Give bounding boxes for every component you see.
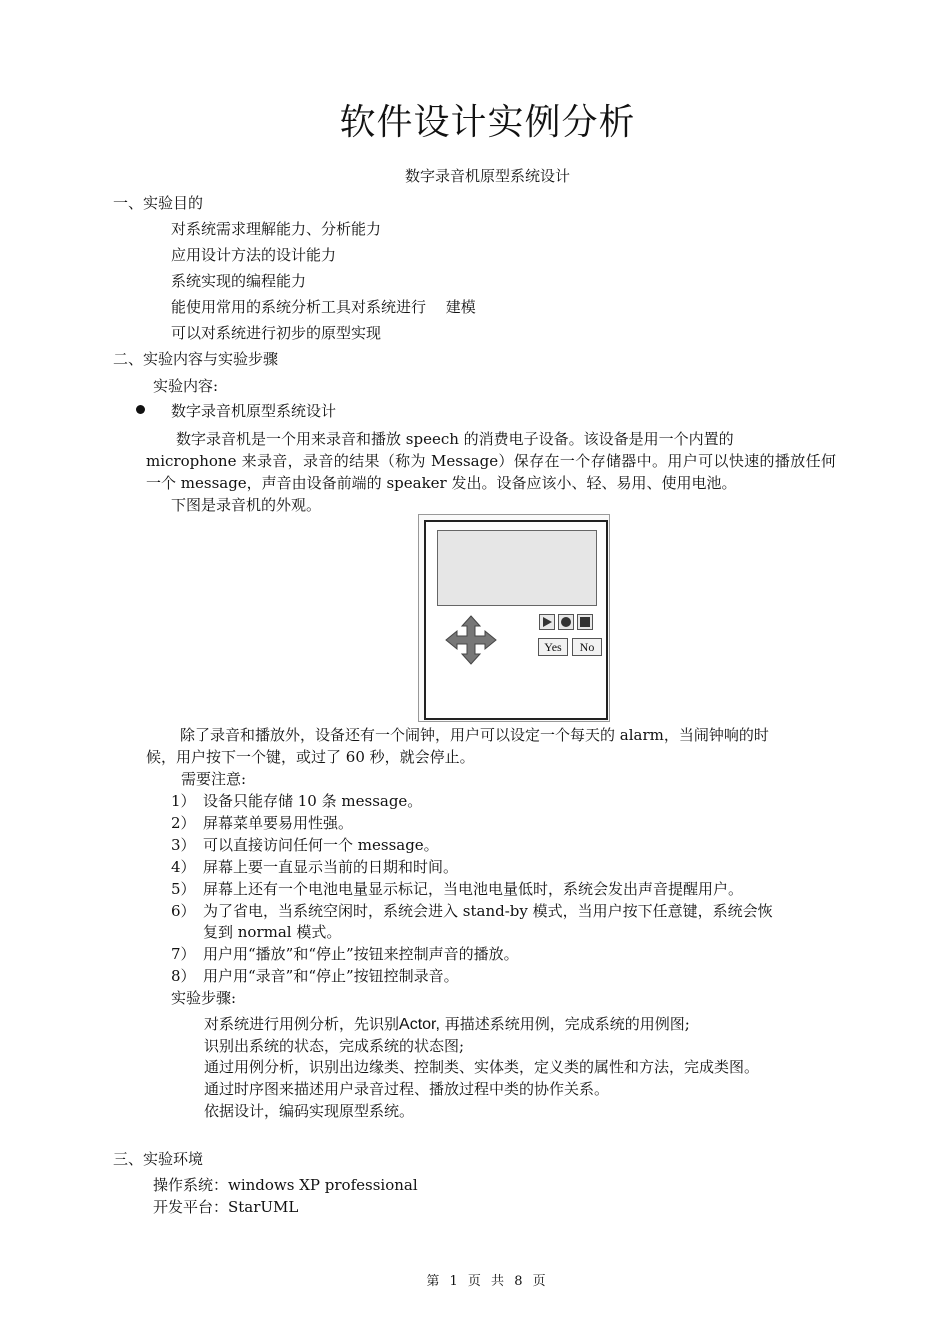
env-platform: 开发平台：StarUML	[153, 1198, 299, 1216]
note-item-continued: 复到 normal 模式。	[203, 923, 342, 941]
notes-label: 需要注意:	[181, 770, 247, 788]
recorder-figure	[416, 512, 614, 724]
stop-button[interactable]	[577, 614, 593, 630]
play-icon	[540, 615, 554, 629]
note-item: 4） 屏幕上要一直显示当前的日期和时间。	[171, 858, 459, 876]
no-button[interactable]: No	[572, 638, 602, 656]
content-label: 实验内容:	[153, 377, 219, 395]
yes-button[interactable]: Yes	[538, 638, 568, 656]
bullet-icon	[136, 405, 145, 414]
figure-caption: 下图是录音机的外观。	[171, 496, 322, 514]
note-item: 8） 用户用“录音”和“停止”按钮控制录音。	[171, 967, 459, 985]
step-item: 通过时序图来描述用户录音过程、播放过程中类的协作关系。	[204, 1080, 610, 1098]
intro-line1: 数字录音机是一个用来录音和播放 speech 的消费电子设备。该设备是用一个内置的	[176, 430, 734, 448]
alarm-rest: 候，用户按下一个键，或过了 60 秒，就会停止。	[146, 748, 475, 766]
env-os: 操作系统：windows XP professional	[153, 1176, 418, 1194]
page-footer: 第 1 页 共 8 页	[426, 1274, 549, 1289]
intro-paragraph	[146, 428, 836, 494]
note-item: 2） 屏幕菜单要易用性强。	[171, 814, 354, 832]
note-item: 7） 用户用“播放”和“停止”按钮来控制声音的播放。	[171, 945, 519, 963]
note-item: 6） 为了省电，当系统空闲时，系统会进入 stand-by 模式，当用户按下任意键，系统会恢	[171, 902, 773, 920]
goal-item: 系统实现的编程能力	[171, 272, 307, 290]
step-item: 识别出系统的状态，完成系统的状态图;	[204, 1037, 465, 1055]
goal-item: 对系统需求理解能力、分析能力	[171, 220, 382, 238]
record-icon	[559, 615, 573, 629]
note-item: 1） 设备只能存储 10 条 message。	[171, 792, 423, 810]
section3-heading: 三、实验环境	[113, 1150, 204, 1168]
step-item: 通过用例分析，识别出边缘类、控制类、实体类，定义类的属性和方法，完成类图。	[204, 1058, 760, 1076]
intro-rest: microphone 来录音，录音的结果（称为 Message）保存在一个存储器中。用户可以快速的播放任何一个 message，声音由设备前端的 speaker 发出。设备应该小、轻、易用、使用电池。	[146, 452, 836, 492]
figure-border	[418, 514, 610, 722]
page-subtitle: 数字录音机原型系统设计	[404, 167, 570, 185]
page-title: 软件设计实例分析	[339, 102, 636, 143]
step-item: 依据设计，编码实现原型系统。	[204, 1102, 415, 1120]
device-body	[424, 520, 608, 720]
goal-item: 能使用常用的系统分析工具对系统进行 建模	[171, 298, 476, 316]
note-item: 5） 屏幕上还有一个电池电量显示标记，当电池电量低时，系统会发出声音提醒用户。	[171, 880, 744, 898]
record-button[interactable]	[558, 614, 574, 630]
section2-heading: 二、实验内容与实验步骤	[113, 350, 279, 368]
bullet-title: 数字录音机原型系统设计	[171, 402, 337, 420]
device-screen	[437, 530, 597, 606]
steps-label: 实验步骤:	[171, 989, 237, 1007]
direction-pad-icon	[442, 614, 500, 666]
goal-item: 可以对系统进行初步的原型实现	[171, 324, 382, 342]
play-button[interactable]	[539, 614, 555, 630]
section1-heading: 一、实验目的	[113, 194, 204, 212]
alarm-line1: 除了录音和播放外，设备还有一个闹钟，用户可以设定一个每天的 alarm，当闹钟响的时	[180, 726, 769, 744]
note-item: 3） 可以直接访问任何一个 message。	[171, 836, 439, 854]
step-item: 对系统进行用例分析，先识别Actor, 再描述系统用例，完成系统的用例图;	[204, 1015, 690, 1033]
stop-icon	[578, 615, 592, 629]
alarm-paragraph	[146, 724, 836, 768]
goal-item: 应用设计方法的设计能力	[171, 246, 337, 264]
